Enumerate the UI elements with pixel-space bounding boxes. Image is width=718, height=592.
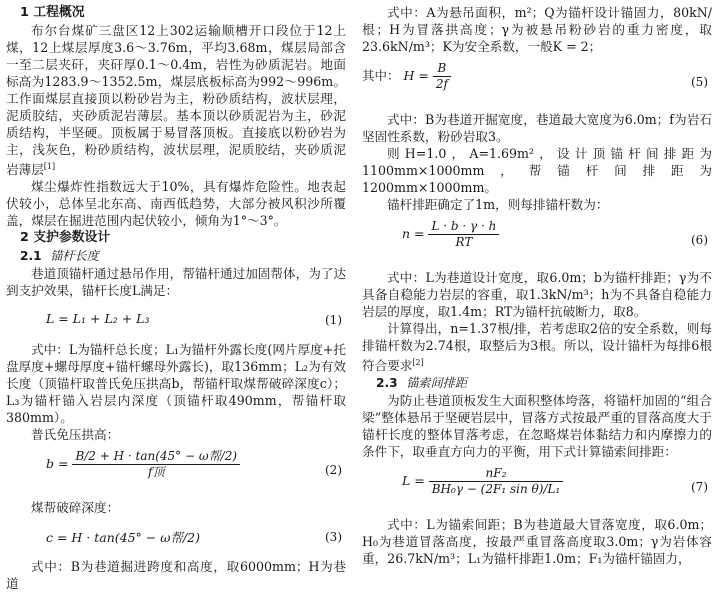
equation-3: c = H · tan(45° − ω帮/2) (3)	[46, 530, 342, 546]
section-heading-project-overview: 1 工程概况	[20, 5, 85, 20]
paragraph: 式中：L为巷道设计宽度，取6.0m；b为锚杆排距；γ为不具备自稳能力岩层的容重，取1.3kN/m³；h为不具备自稳能力岩层的厚度，取1.4m；RT为锚杆抗破断力，取8。	[362, 270, 712, 319]
right-column	[362, 4, 712, 567]
paragraph: 式中：L为锚索间距；B为巷道最大冒落宽度，取6.0m；H₀为巷道冒落高度，按最严重冒落高度取3.0m；γ为岩体容重，26.7kN/m³；L₁为锚杆排距1.0m；F₁为锚杆锚固力，	[362, 517, 712, 567]
paragraph: 煤帮破碎深度：	[31, 500, 120, 516]
section-heading-support-design: 2 支护参数设计	[20, 230, 111, 246]
paragraph: 巷道顶锚杆通过悬吊作用，帮锚杆通过加固帮体，为了达到支护效果，锚杆长度L满足：	[6, 266, 346, 299]
paragraph: 锚杆排距确定了1m，则每排锚杆数为：	[387, 197, 609, 212]
equation-2: b = $\frac{\text{B/2 + H · tan(45° − ω帮/2)}}{\text{f顶}}$ (2)	[46, 449, 342, 480]
paragraph: 式中：L为锚杆总长度；L₁为锚杆外露长度(网片厚度+托盘厚度+螺母厚度+锚杆螺母外露长)，取136mm；L₂为有效长度（顶锚杆取普氏免压拱高b，帮锚杆取煤帮破碎深度c）；L₃为锚杆锚入岩层内深度（顶锚杆取490mm，帮锚杆取380mm）。	[6, 342, 346, 426]
paragraph: 计算得出，n=1.37根/排，若考虑取2倍的安全系数，则每排锚杆数为2.74根，取整后为3根。所以，设计锚杆为每排6根符合要求[2]	[362, 321, 712, 374]
left-column	[6, 4, 346, 592]
paragraph: 式中：B为巷道开掘宽度，巷道最大宽度为6.0m；f为岩石坚固性系数，粉砂岩取3。	[362, 112, 712, 144]
paragraph: 普氏免压拱高：	[31, 427, 120, 443]
citation: [2]	[412, 358, 424, 367]
paragraph: 煤尘爆炸性指数远大于10%，具有爆炸危险性。地表起伏较小，总体呈北东高、南西低趋势，大部分被风积沙所覆盖，煤层在掘进范围内起伏较小，倾角为1°～3°。	[6, 179, 346, 229]
paragraph: 式中：B为巷道掘进跨度和高度，取6000mm；H为巷道	[6, 559, 346, 592]
paragraph: 为防止巷道顶板发生大面积整体垮落，将锚杆加固的“组合梁”整体悬吊于坚硬岩层中，冒落方式按最严重的冒落高度大于锚杆长度的整体冒落考虑，在忽略煤岩体黏结力和内摩擦力的条件下，取垂直方向力的平衡，用下式计算锚索间排距：	[362, 393, 712, 460]
equation-5: 其中： H = $\frac{B}{2f}$ (5)	[362, 61, 708, 91]
citation: [1]	[43, 162, 56, 171]
paragraph: 式中：A为悬吊面积，m²；Q为锚杆设计锚固力，80kN/根；H为冒落拱高度；γ为被悬吊粉砂岩的重力密度，取23.6kN/m³；K为安全系数，一般K = 2；	[362, 5, 712, 54]
equation-1: L = L₁ + L₂ + L₃ (1)	[46, 311, 342, 328]
paragraph: 布尔台煤矿三盘区12上302运输顺槽开口段位于12上煤，12上煤层厚度3.6～3.76m，平均3.68m，煤层局部含一至二层夹矸，夹矸厚0.1～0.4m，岩性为砂质泥岩。地面标高为1283.9～1352.5m，煤层底板标高为992～996m。工作面煤层直接顶以粉砂岩为主，粉砂质结构，波状层理，泥质胶结，夹砂质泥岩薄层。基本顶以砂质泥岩为主，砂泥质结构，半坚硬。顶板属于易冒落顶板。直接底以粉砂岩为主，浅灰色，粉砂质结构，波状层理，泥质胶结，夹砂质泥岩薄层[1]	[6, 23, 346, 178]
subsection-heading-cable-spacing: 2.3 锚索间排距	[376, 376, 468, 391]
paragraph: 则H=1.0，A=1.69m²，设计顶锚杆间排距为1100mm×1000mm，帮锚杆间排距为1200mm×1000mm。	[362, 146, 712, 195]
equation-6: n = $\frac{L \cdot b \cdot \gamma \cdot h}{RT}$ (6)	[402, 219, 708, 249]
equation-7: L = $\frac{\text{nF₂}}{\text{BH₀γ − (2F₁ sin θ)/L₁}}$ (7)	[402, 466, 708, 497]
subsection-heading-bolt-length: 2.1 锚杆长度	[20, 249, 99, 264]
